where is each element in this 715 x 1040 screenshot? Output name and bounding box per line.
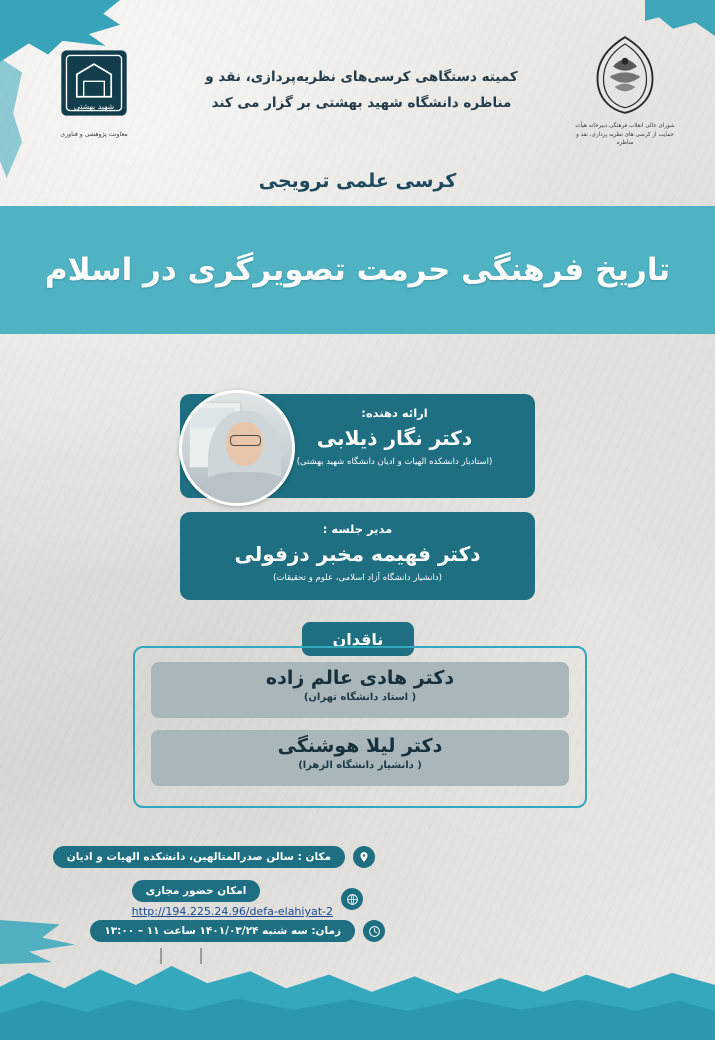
critic-name: دکتر هادی عالم زاده xyxy=(265,667,455,689)
critics-section-label: ناقدان xyxy=(302,622,414,656)
university-logo-icon xyxy=(51,40,137,126)
list-item xyxy=(151,662,569,718)
poster-header xyxy=(0,14,715,166)
chair-affiliation: (دانشیار دانشگاه آزاد اسلامی، علوم و تحقیقات) xyxy=(273,573,442,583)
event-info xyxy=(0,842,715,962)
title-banner xyxy=(0,206,715,334)
decor-tick xyxy=(160,948,162,964)
info-row-online xyxy=(132,880,363,918)
organizer-text xyxy=(154,64,569,117)
event-kicker: کرسی علمی ترویجی xyxy=(258,170,457,192)
organizer-line-2: مناظره دانشگاه شهید بهشتی بر گزار می کند xyxy=(211,95,512,111)
avatar xyxy=(179,390,295,506)
left-logo-caption: شورای عالی انقلاب فرهنگی دبیرخانه هیأت حمایت از کرسی های نظریه پردازی، نقد و مناظره xyxy=(575,123,675,147)
right-logo-caption: معاونت پژوهشی و فناوری xyxy=(60,131,128,139)
online-meeting-link[interactable]: http://194.225.24.96/defa-elahiyat-2 xyxy=(131,905,333,918)
chair-name: دکتر فهیمه مخبر دزفولی xyxy=(234,542,481,566)
clock-icon xyxy=(363,920,385,942)
location-pin-icon xyxy=(353,846,375,868)
chair-card xyxy=(180,512,535,600)
decor-tick xyxy=(200,948,202,964)
online-label: امکان حضور مجازی xyxy=(132,880,261,902)
chair-role-label: مدیر جلسه : xyxy=(322,522,393,536)
critics-panel xyxy=(133,646,587,808)
critic-affiliation: ( استاد دانشگاه تهران) xyxy=(303,692,417,703)
speaker-role-label: ارائه دهنده: xyxy=(361,406,428,420)
globe-icon xyxy=(341,888,363,910)
critic-affiliation: ( دانشیار دانشگاه الزهرا) xyxy=(298,760,422,771)
place-label: مکان : سالن صدرالمتالهین، دانشکده الهیات و ادیان xyxy=(53,846,345,868)
right-logo-block xyxy=(34,28,154,152)
critic-name: دکتر لیلا هوشنگی xyxy=(277,735,443,757)
info-row-time xyxy=(90,920,385,942)
speaker-affiliation: (استادیار دانشکده الهیات و ادیان دانشگاه شهید بهشتی) xyxy=(296,457,493,467)
info-row-place xyxy=(53,846,375,868)
time-label: زمان: سه شنبه ۱۴۰۱/۰۳/۲۴ ساعت ۱۱ – ۱۳:۰۰ xyxy=(90,920,355,942)
page-title: تاریخ فرهنگی حرمت تصویرگری در اسلام xyxy=(44,252,671,288)
list-item xyxy=(151,730,569,786)
emblem-icon xyxy=(582,32,668,118)
organizer-line-1: کمیته دستگاهی کرسی‌های نظریه‌پردازی، نقد و xyxy=(205,68,518,85)
svg-text:شهید بهشتی: شهید بهشتی xyxy=(73,102,115,112)
left-logo-block xyxy=(569,30,681,150)
speaker-name: دکتر نگار ذیلابی xyxy=(316,426,473,450)
